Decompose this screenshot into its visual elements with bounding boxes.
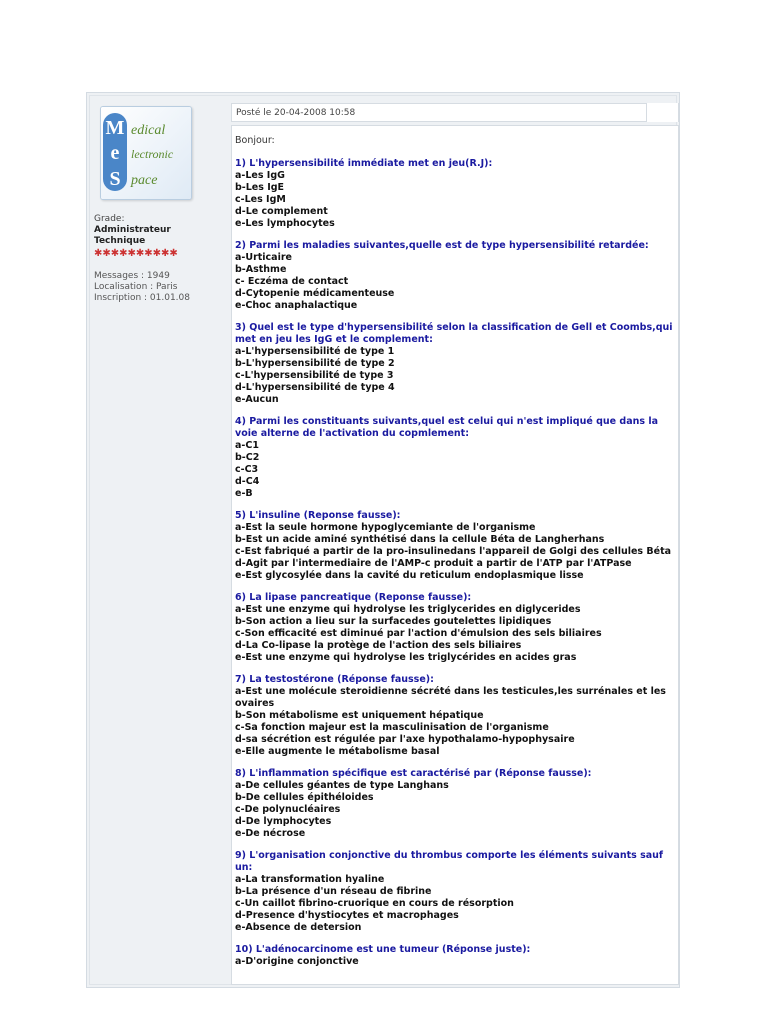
answer-option: e-Est une enzyme qui hydrolyse les triglycérides en acides gras xyxy=(235,652,577,663)
answer-option: b-La présence d'un réseau de fibrine xyxy=(235,886,432,897)
question-title: 9) L'organisation conjonctive du thrombus comporte les éléments suivants sauf un: xyxy=(235,850,664,873)
answer-option: d-De lymphocytes xyxy=(235,816,332,827)
answer-option: b-Son action a lieu sur la surfacedes goutelettes lipidiques xyxy=(235,616,552,627)
post-body xyxy=(231,125,679,985)
answer-option: b-Son métabolisme est uniquement hépatique xyxy=(235,710,484,721)
answer-option: c-C3 xyxy=(235,464,259,475)
author-location: Localisation : Paris xyxy=(94,282,178,292)
question-title: 2) Parmi les maladies suivantes,quelle est de type hypersensibilité retardée: xyxy=(235,240,649,251)
answer-option: a-Est une enzyme qui hydrolyse les triglycerides en diglycerides xyxy=(235,604,581,615)
answer-option: c-De polynucléaires xyxy=(235,804,341,815)
answer-option: d-Cytopenie médicamenteuse xyxy=(235,288,395,299)
answer-option: c-Un caillot fibrino-cruorique en cours de résorption xyxy=(235,898,514,909)
logo-word-edical: edical xyxy=(131,123,166,138)
answer-option: c- Eczéma de contact xyxy=(235,276,349,287)
author-inscription: Inscription : 01.01.08 xyxy=(94,293,190,303)
question-list xyxy=(235,158,675,968)
answer-option: e-Absence de detersion xyxy=(235,922,362,933)
question-block xyxy=(235,592,675,664)
post-greeting: Bonjour: xyxy=(235,135,275,146)
question-title: 10) L'adénocarcinome est une tumeur (Réponse juste): xyxy=(235,944,531,955)
answer-option: e-Choc anaphalactique xyxy=(235,300,358,311)
answer-option: b-L'hypersensibilité de type 2 xyxy=(235,358,395,369)
answer-option: e-Aucun xyxy=(235,394,279,405)
logo-letter-e: e xyxy=(110,142,120,164)
post-date: Posté le 20-04-2008 10:58 xyxy=(236,108,356,118)
answer-option: d-La Co-lipase la protège de l'action des sels biliaires xyxy=(235,640,522,651)
answer-option: a-De cellules géantes de type Langhans xyxy=(235,780,449,791)
logo-word-pace: pace xyxy=(131,173,158,188)
question-title: 1) L'hypersensibilité immédiate met en jeu(R.J): xyxy=(235,158,493,169)
question-block xyxy=(235,674,675,758)
answer-option: c-Sa fonction majeur est la masculinisation de l'organisme xyxy=(235,722,549,733)
question-block xyxy=(235,768,675,840)
question-title: 6) La lipase pancreatique (Reponse fausse): xyxy=(235,592,472,603)
question-block xyxy=(235,322,675,406)
question-block xyxy=(235,850,675,934)
answer-option: d-Presence d'hystiocytes et macrophages xyxy=(235,910,459,921)
answer-option: c-Son efficacité est diminué par l'action d'émulsion des sels biliaires xyxy=(235,628,602,639)
answer-option: d-Le complement xyxy=(235,206,328,217)
question-block xyxy=(235,158,675,230)
answer-option: a-D'origine conjonctive xyxy=(235,956,359,967)
author-profile xyxy=(94,214,228,304)
site-logo xyxy=(100,106,192,200)
question-title: 4) Parmi les constituants suivants,quel est celui qui n'est impliqué que dans la voie alterne de l'activation du copmlement: xyxy=(235,416,659,439)
answer-option: c-Les IgM xyxy=(235,194,286,205)
author-role-line2: Technique xyxy=(94,236,146,246)
answer-option: b-Est un acide aminé synthétisé dans la cellule Béta de Langherhans xyxy=(235,534,605,545)
answer-option: d-C4 xyxy=(235,476,260,487)
forum-post-frame xyxy=(86,92,680,988)
answer-option: a-L'hypersensibilité de type 1 xyxy=(235,346,395,357)
author-role-line1: Administrateur xyxy=(94,225,171,235)
question-block xyxy=(235,510,675,582)
answer-option: e-Les lymphocytes xyxy=(235,218,335,229)
answer-option: a-La transformation hyaline xyxy=(235,874,385,885)
answer-option: c-L'hypersensibilité de type 3 xyxy=(235,370,394,381)
rank-stars: ✱✱✱✱✱✱✱✱✱✱ xyxy=(94,248,178,259)
answer-option: b-De cellules épithéloides xyxy=(235,792,374,803)
post-header xyxy=(231,103,679,122)
answer-option: d-L'hypersensibilité de type 4 xyxy=(235,382,395,393)
answer-option: e-B xyxy=(235,488,253,499)
answer-option: b-Asthme xyxy=(235,264,287,275)
author-messages: Messages : 1949 xyxy=(94,271,170,281)
answer-option: e-Est glycosylée dans la cavité du reticulum endoplasmique lisse xyxy=(235,570,584,581)
forum-post-inner xyxy=(89,95,677,985)
answer-option: b-C2 xyxy=(235,452,260,463)
answer-option: d-Agit par l'intermediaire de l'AMP-c produit a partir de l'ATP par l'ATPase xyxy=(235,558,632,569)
question-title: 8) L'inflammation spécifique est caractérisé par (Réponse fausse): xyxy=(235,768,592,779)
question-block xyxy=(235,944,675,968)
answer-option: b-Les IgE xyxy=(235,182,285,193)
question-title: 7) La testostérone (Réponse fausse): xyxy=(235,674,434,685)
answer-option: a-C1 xyxy=(235,440,259,451)
answer-option: d-sa sécrétion est régulée par l'axe hypothalamo-hypophysaire xyxy=(235,734,575,745)
grade-label: Grade: xyxy=(94,214,125,224)
answer-option: a-Est une molécule steroidienne sécrété dans les testicules,les surrénales et les ovaires xyxy=(235,686,666,709)
question-block xyxy=(235,240,675,312)
logo-word-lectronic: lectronic xyxy=(131,147,174,161)
logo-letter-s: S xyxy=(109,168,121,190)
question-block xyxy=(235,416,675,500)
answer-option: a-Urticaire xyxy=(235,252,292,263)
question-title: 3) Quel est le type d'hypersensibilité selon la classification de Gell et Coombs,qui met en jeu les IgG et le complement: xyxy=(235,322,673,345)
post-header-action-button[interactable] xyxy=(646,103,678,122)
answer-option: a-Est la seule hormone hypoglycemiante de l'organisme xyxy=(235,522,536,533)
logo-graphic xyxy=(101,107,191,199)
answer-option: a-Les IgG xyxy=(235,170,285,181)
logo-letter-m: M xyxy=(105,117,125,139)
question-title: 5) L'insuline (Reponse fausse): xyxy=(235,510,401,521)
answer-option: c-Est fabriqué a partir de la pro-insulinedans l'appareil de Golgi des cellules Béta xyxy=(235,546,672,557)
answer-option: e-Elle augmente le métabolisme basal xyxy=(235,746,440,757)
answer-option: e-De nécrose xyxy=(235,828,306,839)
